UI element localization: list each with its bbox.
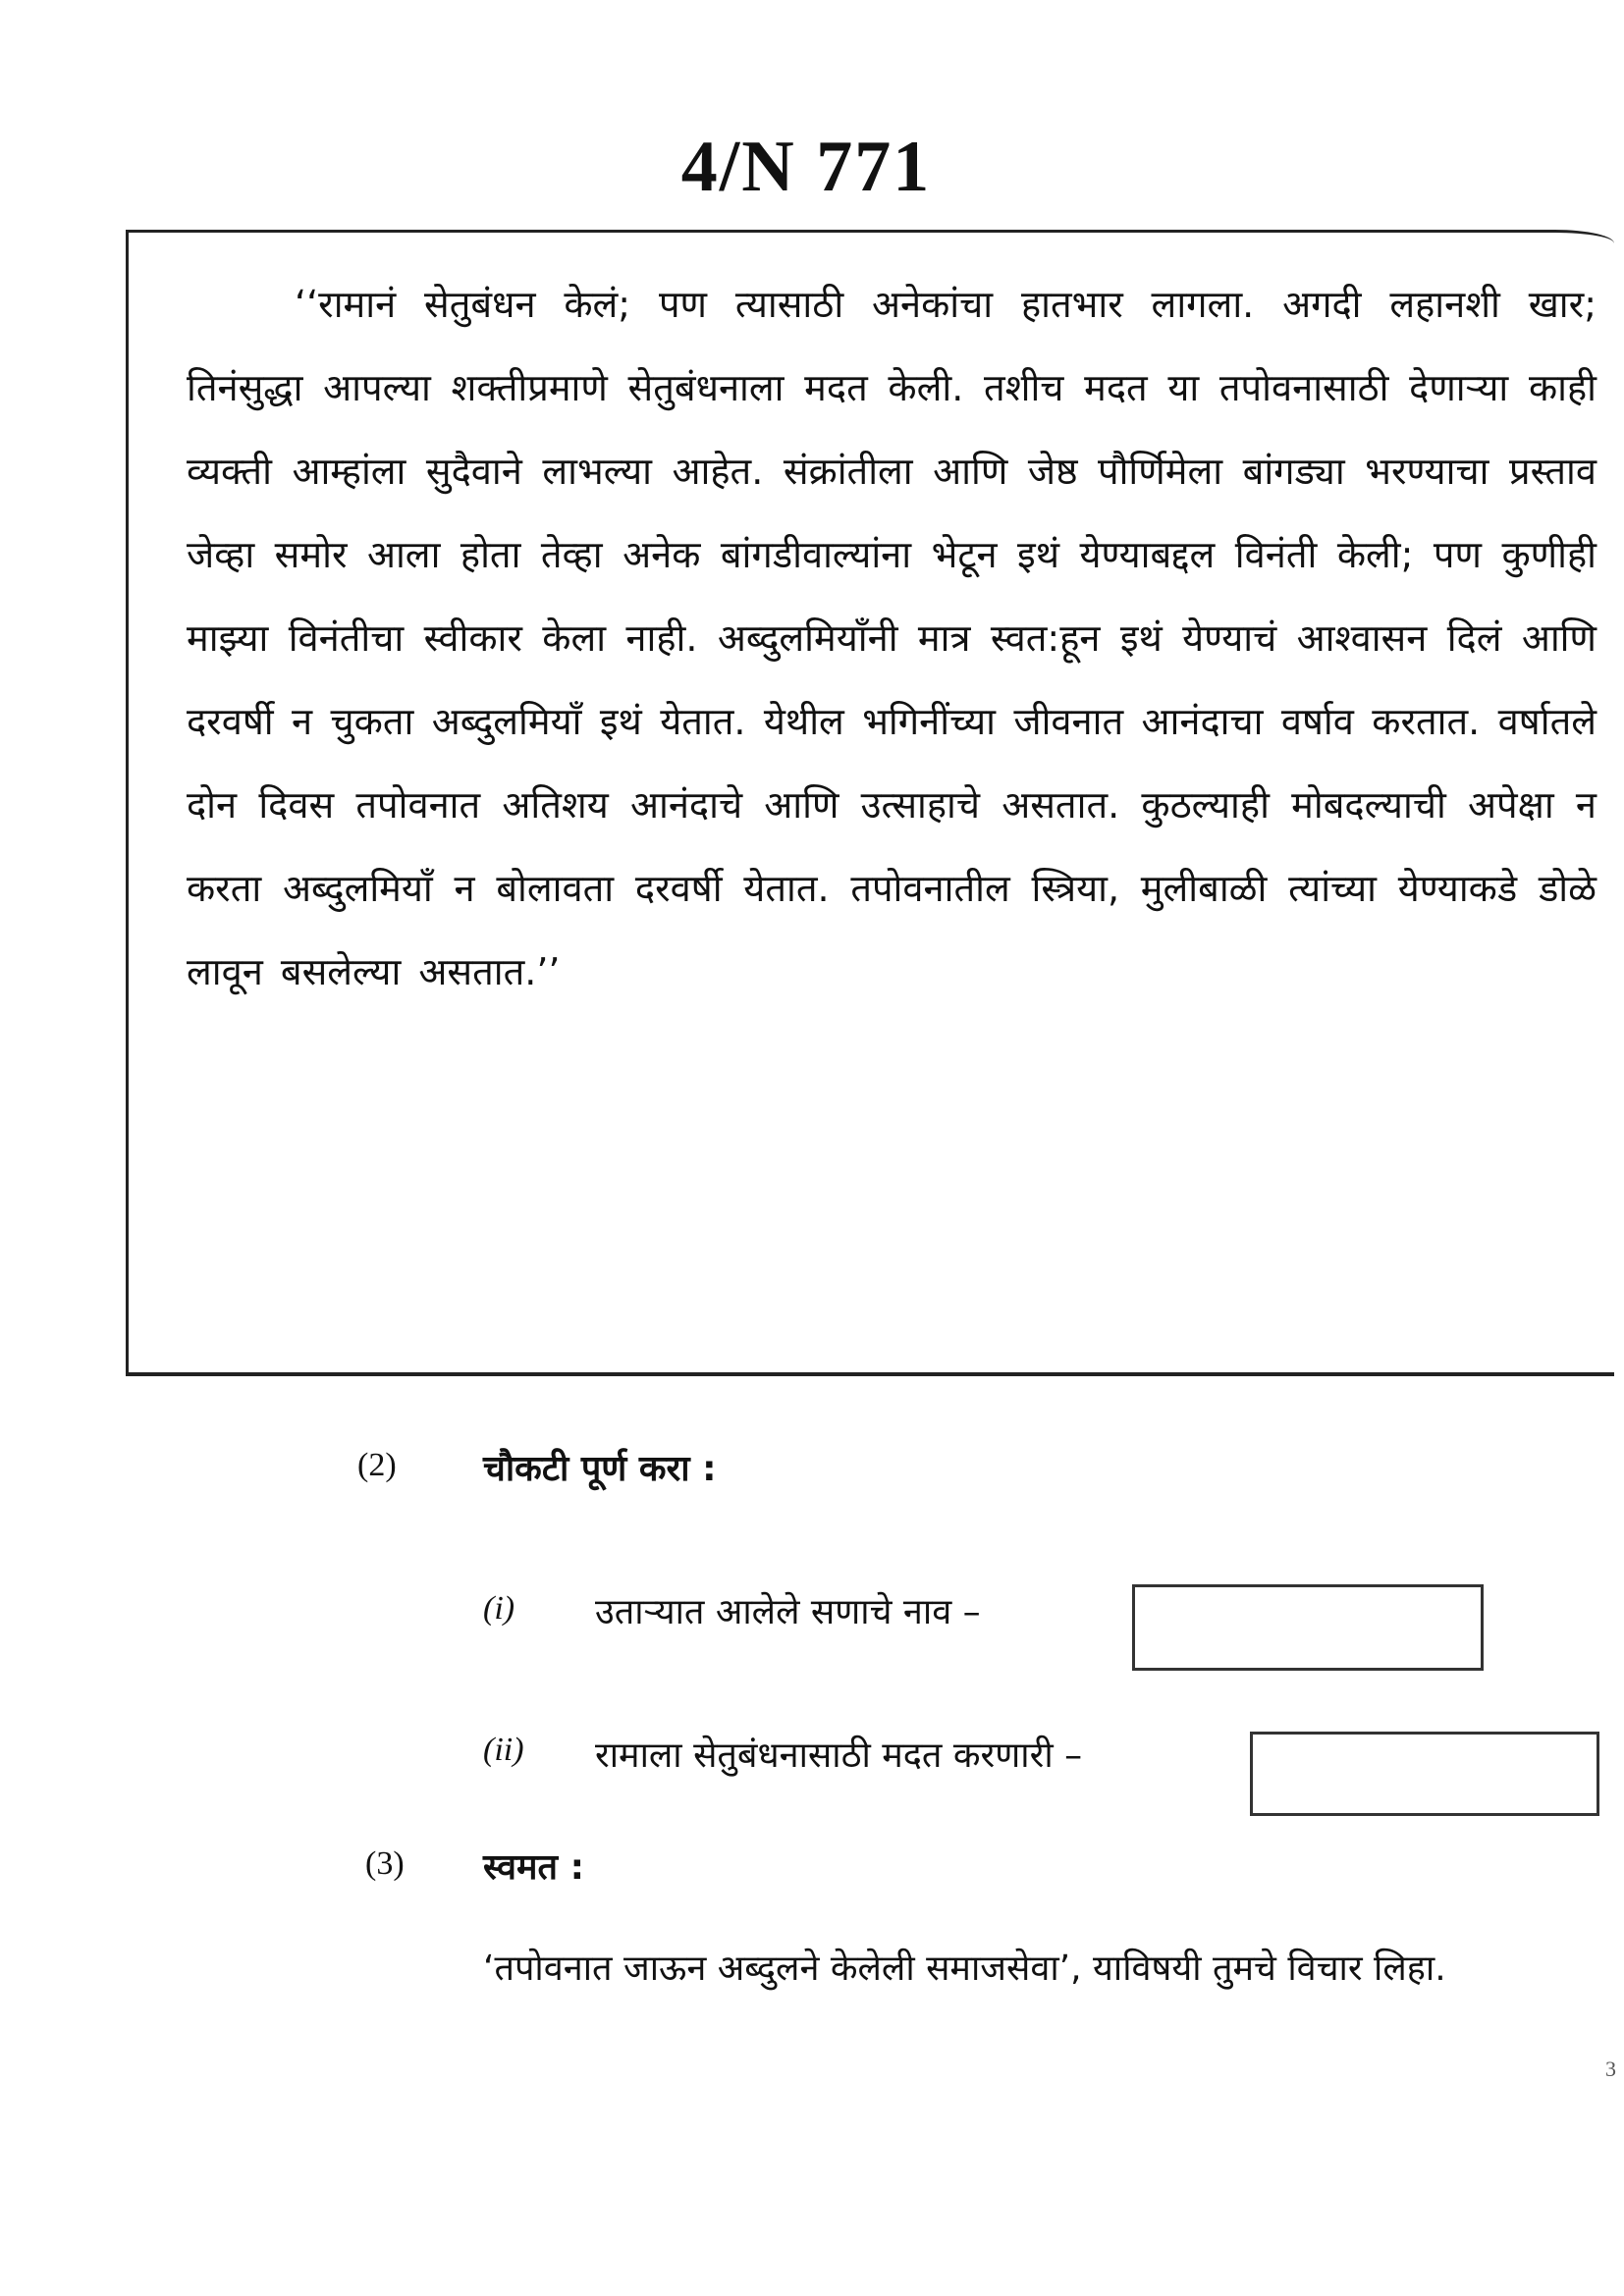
- paper-code: 4/N 771: [680, 127, 932, 207]
- item-ii-text: रामाला सेतुबंधनासाठी मदत करणारी –: [595, 1735, 1083, 1776]
- question-3-text: ‘तपोवनात जाऊन अब्दुलने केलेली समाजसेवा’, याविषयी तुमचे विचार लिहा.: [483, 1949, 1446, 1989]
- question-2-number: (2): [357, 1447, 397, 1483]
- answer-box-ii[interactable]: [1250, 1732, 1599, 1816]
- question-3-title: स्वमत :: [483, 1847, 584, 1888]
- item-ii-number: (ii): [483, 1732, 524, 1768]
- passage-text: ‘‘रामानं सेतुबंधन केलं; पण त्यासाठी अनेकांचा हातभार लागला. अगदी लहानशी खार; तिनंसुद्धा आपल्या शक्तीप्रमाणे सेतुबंधनाला मदत केली. तशीच मदत या तपोवनासाठी देणाऱ्या काही व्यक्ती आम्हांला सुदैवाने लाभल्या आहेत. संक्रांतीला आणि जेष्ठ पौर्णिमेला बांगड्या भरण्याचा प्रस्ताव जेव्हा समोर आला होता तेव्हा अनेक बांगडीवाल्यांना भेटून इथं येण्याबद्दल विनंती केली; पण कुणीही माझ्या विनंतीचा स्वीकार केला नाही. अब्दुलमियाँनी मात्र स्वत:हून इथं येण्याचं आश्वासन दिलं आणि दरवर्षी न चुकता अब्दुलमियाँ इथं येतात. येथील भगिनींच्या जीवनात आनंदाचा वर्षाव करतात. वर्षातले दोन दिवस तपोवनात अतिशय आनंदाचे आणि उत्साहाचे असतात. कुठल्याही मोबदल्याची अपेक्षा न करता अब्दुलमियाँ न बोलावता दरवर्षी येतात. तपोवनातील स्त्रिया, मुलीबाळी त्यांच्या येण्याकडे डोळे लावून बसलेल्या असतात.’’: [187, 283, 1597, 993]
- answer-box-i[interactable]: [1132, 1584, 1484, 1671]
- page-number: 3: [1605, 2056, 1616, 2081]
- item-i-text: उताऱ्यात आलेले सणाचे नाव –: [595, 1592, 981, 1632]
- question-2-title: चौकटी पूर्ण करा :: [483, 1449, 717, 1489]
- question-3-number: (3): [365, 1845, 405, 1882]
- item-i-number: (i): [483, 1590, 515, 1627]
